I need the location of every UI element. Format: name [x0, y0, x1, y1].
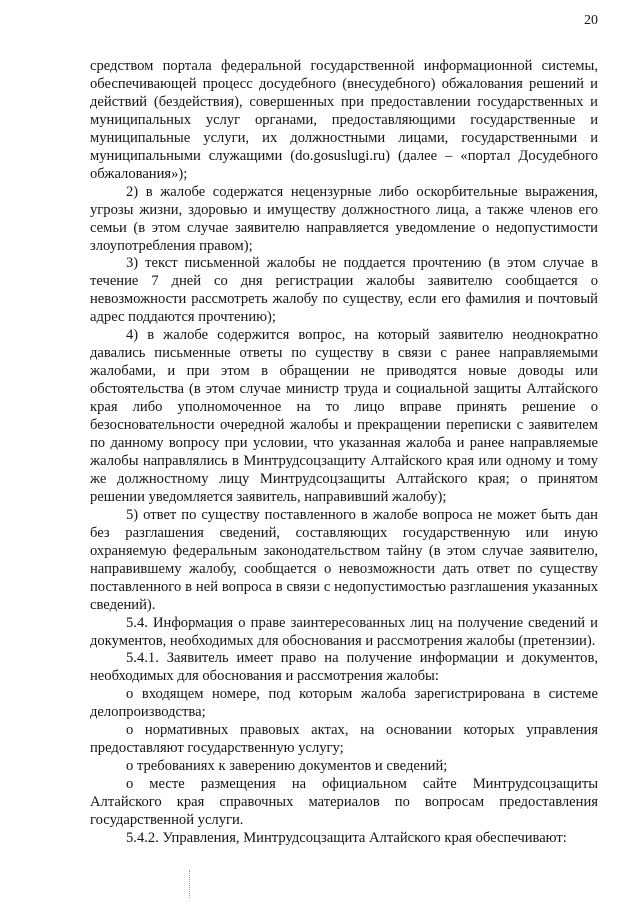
document-body: [90, 58, 598, 848]
list-item-5: 5) ответ по существу поставленного в жалобе вопроса не может быть дан без разглашения сведений, составляющих государственную или иную охраняемую федеральным законодательством тайну (в этом случае заявителю, направившему жалобу, сообщается о невозможности дать ответ по существу поставленного в ней вопроса в связи с недопустимостью разглашения указанных сведений).: [90, 506, 598, 613]
scan-artifact-mark: [189, 870, 191, 898]
info-item-website: о месте размещения на официальном сайте Минтрудсоцзащиты Алтайского края справочных материалов по вопросам предоставления государственной услуги.: [90, 776, 598, 829]
page-number: 20: [584, 13, 598, 28]
section-5-4-1: 5.4.1. Заявитель имеет право на получение информации и документов, необходимых для обоснования и рассмотрения жалобы:: [90, 650, 598, 685]
section-5-4-2: 5.4.2. Управления, Минтрудсоцзащита Алтайского края обеспечивают:: [126, 829, 567, 846]
info-item-incoming-number: о входящем номере, под которым жалоба зарегистрирована в системе делопроизводства;: [90, 686, 598, 721]
list-item-4: 4) в жалобе содержится вопрос, на который заявителю неоднократно давались письменные ответы по существу в связи с ранее направляемыми жалобами, и при этом в обращении не приводятся новые доводы или обстоятельства (в этом случае министр труда и социальной защиты Алтайского края либо уполномоченное на то лицо вправе принять решение о безосновательности очередной жалобы и прекращении переписки с заявителем по данному вопросу при условии, что указанная жалоба и ранее направляемые жалобы направлялись в Минтрудсоцзащиту Алтайского края или одному и тому же должностному лицу Минтрудсоцзащиты Алтайского края; о принятом решении уведомляется заявитель, направивший жалобу);: [90, 327, 598, 505]
section-5-4-heading: 5.4. Информация о праве заинтересованных лиц на получение сведений и документов, необходимых для обоснования и рассмотрения жалобы (претензии).: [90, 614, 598, 649]
list-item-3: 3) текст письменной жалобы не поддается прочтению (в этом случае в течение 7 дней со дня регистрации жалобы заявителю сообщается о невозможности рассмотреть жалобу по существу, если его фамилия и почтовый адрес поддаются прочтению);: [90, 255, 598, 326]
info-item-legal-acts: о нормативных правовых актах, на основании которых управления предоставляют государственную услугу;: [90, 722, 598, 757]
info-item-certification: о требованиях к заверению документов и сведений;: [126, 758, 448, 775]
list-item-2: 2) в жалобе содержатся нецензурные либо оскорбительные выражения, угрозы жизни, здоровью и имуществу должностного лица, а также членов его семьи (в этом случае заявителю направляется уведомление о недопустимости злоупотребления правом);: [90, 183, 598, 254]
paragraph-continuation: средством портала федеральной государственной информационной системы, обеспечивающей процесс досудебного (внесудебного) обжалования решений и действий (бездействия), совершенных при предоставлении государственных и муниципальных услуг органами, предоставляющими государственные и муниципальные услуги, их должностными лицами, государственными и муниципальными служащими (do.gosuslugi.ru) (далее – «портал Досудебного обжалования»);: [90, 58, 598, 182]
